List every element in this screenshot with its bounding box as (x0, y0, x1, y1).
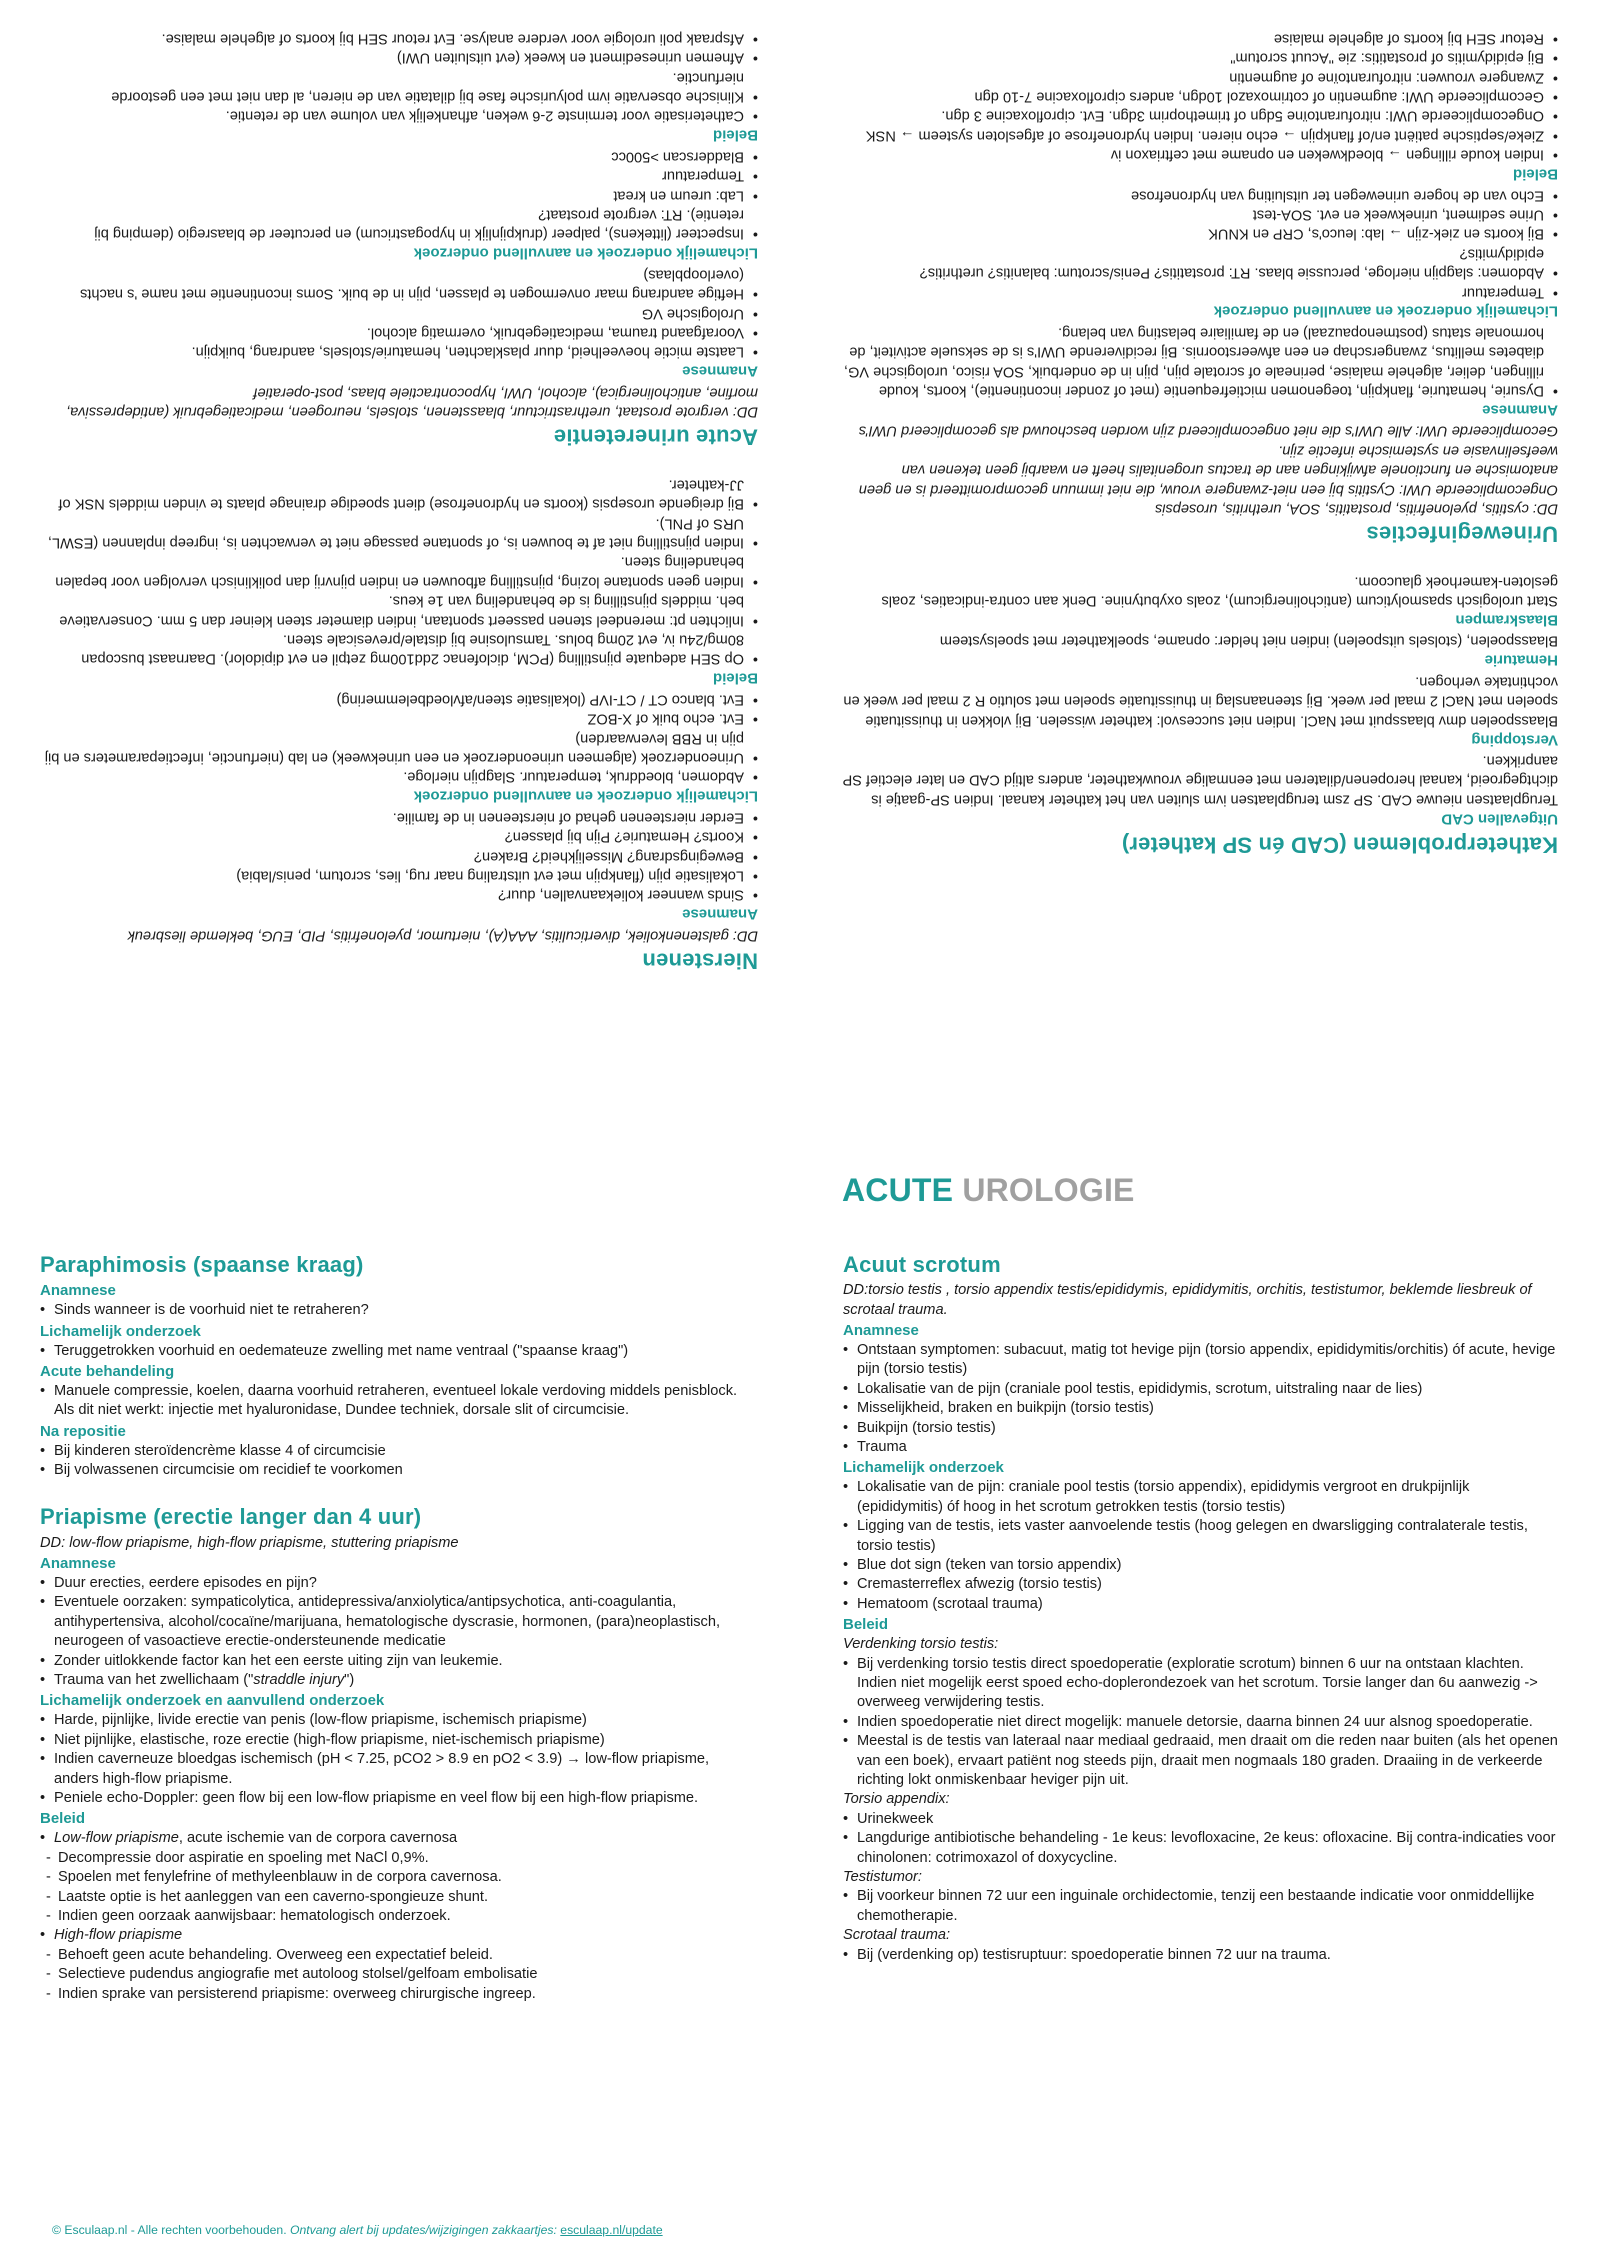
nierstenen-lo-list (42, 689, 758, 786)
priap-lo-heading: Lichamelijk onderzoek en aanvullend onderzoek (40, 1692, 385, 1710)
list-item: • Harde, pijnlijke, livide erectie van penis (low-flow priapisme, ischemisch priapisme) (40, 1711, 756, 1730)
footer-copyright: © Esculaap.nl - Alle rechten voorbehouden. (52, 2223, 290, 2237)
high-flow-label: High-flow priapisme (54, 1927, 183, 1944)
para-lo-list (40, 1342, 756, 1361)
list-item: • Sinds wanneer is de voorhuid niet te retraheren? (40, 1301, 756, 1320)
list-item: • Gecompliceerde UWI: augmentin of cotrimoxazol 10dgn, anders ciprofloxacine 7-10 dgn (842, 86, 1558, 105)
list-item: • Duur erecties, eerdere episodes en pijn? (40, 1574, 756, 1593)
para-na-heading: Na repositie (40, 1422, 126, 1440)
retentie-anamnese-heading: Anamnese (682, 362, 758, 380)
list-item: • Laatste mictie hoeveelheid, duur plasklachten, hematurie/stolsels, aandrang, buikpijn. (42, 342, 758, 361)
uwi-title: Urineweginfecties (1366, 522, 1558, 547)
list-item: • Langdurige antibiotische behandeling - 1e keus: levofloxacine, 2e keus: ofloxacine. Bij contra-indicaties voor chinolonen: cotrimoxazol of doxycycline. (843, 1829, 1559, 1868)
list-item (40, 1829, 756, 1848)
list-item: • Sinds wanneer koliekaanvallen, duur? (42, 885, 758, 904)
list-item: - Indien sprake van persisterend priapisme: overweeg chirurgische ingreep. (40, 1985, 756, 2004)
retentie-lo-list (42, 146, 758, 243)
list-item: • Indien spoedoperatie niet direct mogelijk: manuele detorsie, daarna binnen 24 uur alsnog spoedoperatie. (843, 1713, 1559, 1732)
list-item: - Selectieve pudendus angiografie met autoloog stolsel/gelfoam embolisatie (40, 1965, 756, 1984)
list-item: • Heftige aandrang maar onvermogen te plassen, pijn in de buik. Soms incontinentie met name 's nachts (overloopblaas) (42, 264, 758, 303)
scrot-s4: Scrotaal trauma: (843, 1927, 951, 1944)
list-item: • Bij verdenking torsio testis direct spoedoperatie (exploratie scrotum) binnen 6 uur na ontstaan klachten. Indien niet mogelijk eerst spoed echo-doplerondezoek van het scrotum. Torsie langer dan 6u aanwezig -> overweeg verwijdering testis. (843, 1655, 1559, 1713)
list-item: • Eventuele oorzaken: sympaticolytica, antidepressiva/anxiolytica/antipsychotica, anti-coagulantia, antihypertensiva, alcohol/cocaïne/marijuana, hematologische dyscrasie, hormonen, (para)neoplastisch, neurogeen of vasoactieve erectie-ondersteunende medicatie (40, 1593, 756, 1651)
list-item: - Behoeft geen acute behandeling. Overweeg een expectatief beleid. (40, 1946, 756, 1965)
scrot-s1-list (843, 1655, 1559, 1791)
list-item: • Bij kinderen steroïdencrème klasse 4 of circumcisie (40, 1442, 756, 1461)
uwi-beleid-list (842, 28, 1558, 164)
scrot-anamnese-list (843, 1341, 1559, 1457)
scrot-lo-heading: Lichamelijk onderzoek (843, 1459, 1004, 1477)
nierstenen-beleid-heading: Beleid (712, 669, 758, 687)
list-item: • Op SEH adequate pijnstilling (PCM, diclofenac 2dd100mg zetpil en evt dipidolor). Daarnaast buscopan 80mg/24u iv, evt 20mg bolus. Tamsulosine bij distale/prevesicale steen. (42, 629, 758, 668)
list-item: • Catheterisatie voor terminste 2-6 weken, afhankelijk van volume van de retentie. (42, 106, 758, 125)
low-flow-rest: , acute ischemie van de corpora cavernosa (178, 1830, 458, 1847)
list-item: • Trauma (843, 1438, 1559, 1457)
priap-dd: DD: low-flow priapisme, high-flow priapisme, stuttering priapisme (40, 1534, 459, 1551)
uwi-p1: Ongecompliceerde UWI: Cystitis bij een niet-zwangere vrouw, die niet immuun gecompromitteerd is en geen anatomische en functionele afwijkingen aan de tractus urogenitalis heeft en waarbij geen tekenen van weefselinvasie en systemische infectie zijn. (858, 442, 1558, 498)
katheter-h4: Blaaskrampen (1455, 611, 1558, 629)
list-item: • Indien koude rillingen → bloedkweken en opname met ceftriaxon iv (842, 144, 1558, 163)
scrot-anamnese-heading: Anamnese (843, 1322, 919, 1340)
list-item: - Decompressie door aspiratie en spoeling met NaCl 0,9%. (40, 1849, 756, 1868)
list-item: • Bij dreigende urosepsis (koorts en hydronefrose) dient spoedige drainage plaats te vinden middels NSK of JJ-katheter. (42, 474, 758, 513)
list-item: • Dysurie, hematurie, flankpijn, toegenomen mictiefrequentie (met of zonder incontinentie), koorts, koude rillingen, delier, algehele malaise, perineale of scrotale pijn, pijn in de onderbuik, SOA risico, urologische VG, diabetes mellitus, zwangerschap en een afweerstoornis. Bij recidiverende UWI's is de seksuele activiteit, de hormonale status (postmenopauzaal) en de familiaire belasting van belang. (842, 322, 1558, 400)
scrot-s2: Torsio appendix: (843, 1791, 950, 1808)
list-item: • Niet pijnlijke, elastische, roze erectie (high-flow priapisme, niet-ischemisch priapisme) (40, 1731, 756, 1750)
list-item: • Hematoom (scrotaal trauma) (843, 1595, 1559, 1614)
list-item: • Buikpijn (torsio testis) (843, 1419, 1559, 1438)
scrot-s1: Verdenking torsio testis: (843, 1636, 999, 1653)
uwi-anamnese-heading: Anamnese (1482, 401, 1558, 419)
list-item: • Bewegingsdrang? Misselijkheid? Braken? (42, 846, 758, 865)
katheter-p1: Terugplaatsen nieuwe CAD. SP zsm terugplaatsen ivm sluiten van het katheter kanaal. Indien SP-gaatje is dichtgegroeid, kanaal heropenen/dilateren met eenmalige vrouwkatheter, anders altijd CAD en later electief SP aanprikken. (842, 752, 1558, 808)
list-item: • Afspraak poli urologie voor verdere analyse. Evt retour SEH bij koorts of algehele malaise. (42, 28, 758, 47)
para-acute-list (40, 1382, 756, 1421)
nierstenen-column (42, 28, 758, 976)
nierstenen-dd: DD: galstenenkoliek, diverticulitis, AAA(A), niertumor, pyelonefritis, PID, EUG, beklemde liesbreuk (127, 927, 758, 944)
katheter-h3: Hematurie (1484, 652, 1558, 670)
uwi-lo-list (842, 185, 1558, 301)
list-item: • Lokalisatie van de pijn (craniale pool testis, epididymis, scrotum, uitstraling naar de lies) (843, 1380, 1559, 1399)
list-item: • Zonder uitlokkende factor kan het een eerste uiting zijn van leukemie. (40, 1652, 756, 1671)
scrotum-column (843, 1250, 1559, 1965)
priap-anamnese-list (40, 1574, 756, 1690)
list-item: • Voorafgaand trauma, medicatiegebruik, overmatig alcohol. (42, 322, 758, 341)
list-item: • Blue dot sign (teken van torsio appendix) (843, 1556, 1559, 1575)
katheter-p4: Start urologisch spasmolyticum (anticholinergicum), zoals oxybutynine. Denk aan contra-indicaties, zoals gesloten-kamerhoek glaucoom. (881, 573, 1558, 609)
list-item: • Lokalisatie van de pijn: craniale pool testis (torsio appendix), epididymis vergroot en drukpijnlijk (epididymitis) óf hoog in het scrotum getrokken testis (torsio testis) (843, 1478, 1559, 1517)
list-item: • Lokalisatie pijn (flankpijn met evt uitstraling naar rug, lies, scrotum, penis/labia) (42, 865, 758, 884)
nierstenen-anamnese-heading: Anamnese (682, 905, 758, 923)
priap-anamnese-heading: Anamnese (40, 1555, 116, 1573)
list-item: • Abdomen: slagpijn nierloge, percussie blaas. RT: prostatitis? Penis/scrotum: balanitis? urethritis? epididymitis? (842, 243, 1558, 282)
nierstenen-anamnese-list (42, 807, 758, 904)
priap-beleid-list (40, 1829, 756, 2004)
list-item: • Inspecteer (littekens), palpeer (drukpijnlijk in hypogastricum) en percuteer de blaasregio (demping bij retentie). RT: vergrote prostaat? (42, 204, 758, 243)
katheter-h2: Verstopping (1471, 731, 1558, 749)
list-item: • Abdomen, bloeddruk, temperatuur. Slagpijn nierloge. (42, 767, 758, 786)
retentie-beleid-heading: Beleid (712, 126, 758, 144)
list-item: • Indien caverneuze bloedgas ischemisch (pH < 7.25, pCO2 > 8.9 en pO2 < 3.9) → low-flow priapisme, anders high-flow priapisme. (40, 1750, 756, 1789)
retentie-anamnese-list (42, 264, 758, 361)
trauma-italic: straddle injury (253, 1672, 345, 1689)
scrot-dd: DD:torsio testis , torsio appendix testis/epididymis, epididymitis, orchitis, testistumor, beklemde liesbreuk of scrotaal trauma. (843, 1282, 1532, 1318)
uwi-p2: Gecompliceerde UWI: Alle UWI's die niet ongecompliceerd zijn worden beschouwd als gecompliceerd UWI's (858, 423, 1558, 440)
scrot-beleid-heading: Beleid (843, 1616, 889, 1634)
para-na-list (40, 1442, 756, 1481)
list-item: • Echo van de hogere urinewegen ter uitsluiting van hydronefrose (842, 185, 1558, 204)
list-item: • Zieke/septische patiënt en/of flankpijn → echo nieren. Indien hydronefrose of afgesloten systeem → NSK (842, 125, 1558, 144)
list-item: • Temperatuur (842, 282, 1558, 301)
list-item: • Ligging van de testis, iets vaster aanvoelende testis (hoog gelegen en dwarsligging contralaterale testis, torsio testis) (843, 1517, 1559, 1556)
nierstenen-title: Nierstenen (642, 948, 758, 974)
list-item: • Klinische observatie ivm polyurische fase bij dilatatie van de nieren, al dan niet met een gestoorde nierfunctie. (42, 67, 758, 106)
retentie-lo-heading: Lichamelijk onderzoek en aanvullend onderzoek (413, 244, 758, 262)
list-item: • Urineonderzoek (algemeen urineonderzoek en een urinekweek) en lab (nierfunctie, infectieparameters en bij pijn in RBB leverwaarden) (42, 728, 758, 767)
list-item: - Indien geen oorzaak aanwijsbaar: hematologisch onderzoek. (40, 1907, 756, 1926)
retentie-beleid-list (42, 28, 758, 125)
list-item: • Ontstaan symptomen: subacuut, matig tot hevige pijn (torsio appendix, epididymitis/orchitis) óf acute, hevige pijn (torsio testis) (843, 1341, 1559, 1380)
document-title (842, 1172, 1135, 1209)
list-item: • Bij koorts en ziek-zijn → lab: leuco's, CRP en KNUK (842, 224, 1558, 243)
list-item: • Urologische VG (42, 303, 758, 322)
list-item: • Lab: ureum en kreat (42, 185, 758, 204)
uwi-lo-heading: Lichamelijk onderzoek en aanvullend onderzoek (1213, 303, 1558, 321)
list-item: • Zwangere vrouwen: nitrofurantoïne of augmentin (842, 67, 1558, 86)
list-item: • Evt. blanco CT / CT-IVP (lokalisatie steen/afvloedbelemmering) (42, 689, 758, 708)
low-flow-label: Low-flow priapisme (54, 1830, 179, 1847)
list-item: • Bladderscan >500cc (42, 146, 758, 165)
list-item: • Urinekweek (843, 1810, 1559, 1829)
para-acute-heading: Acute behandeling (40, 1362, 175, 1380)
list-item: • Peniele echo-Doppler: geen flow bij een low-flow priapisme en veel flow bij een high-flow priapisme. (40, 1789, 756, 1808)
list-item: • Afnemen urinesediment en kweek (evt uitsluiten UWI) (42, 47, 758, 66)
list-item: • Urine sediment, urinekweek en evt. SOA-test (842, 204, 1558, 223)
footer (52, 2223, 663, 2237)
list-item: • Cremasterreflex afwezig (torsio testis) (843, 1575, 1559, 1594)
retentie-dd: DD: vergrote prostaat, urethrastrictuur, blaasstenen, stolsels, neurogeen, medicatiegebruik (antidepressiva, morfine, anticholinergica), alcohol, UWI, hypocontractiele blaas, post-operatief (66, 384, 758, 420)
uwi-beleid-heading: Beleid (1512, 165, 1558, 183)
uwi-anamnese-list (842, 322, 1558, 400)
list-item: • Temperatuur (42, 165, 758, 184)
scrot-s4-list (843, 1946, 1559, 1965)
list-item: • Evt. echo buik of X-BOZ (42, 708, 758, 727)
list-item: - Laatste optie is het aanleggen van een caverno-spongieuze shunt. (40, 1888, 756, 1907)
list-item: • Retour SEH bij koorts of algehele malaise (842, 28, 1558, 47)
list-item: • Bij (verdenking op) testisruptuur: spoedoperatie binnen 72 uur na trauma. (843, 1946, 1559, 1965)
title-part-2: UROLOGIE (962, 1172, 1135, 1208)
trauma-post: ") (344, 1672, 355, 1689)
list-item: • Misselijkheid, braken en buikpijn (torsio testis) (843, 1399, 1559, 1418)
scrot-s3: Testistumor: (843, 1869, 922, 1886)
para-title: Paraphimosis (spaanse kraag) (40, 1252, 364, 1277)
scrot-lo-list (843, 1478, 1559, 1614)
list-item: - Spoelen met fenylefrine of methyleenblauw in de corpora cavernosa. (40, 1868, 756, 1887)
list-item (40, 1671, 756, 1690)
retentie-title: Acute urineretentie (553, 424, 758, 450)
katheter-title: Katheterproblemen (CAD én SP katheter) (1121, 832, 1558, 858)
scrot-title: Acuut scrotum (843, 1252, 1001, 1277)
list-item: • Indien geen spontane lozing, pijnstilling afbouwen en indien pijnvrij dan poliklinisch vervolgen voor bepalen behandeling steen. (42, 552, 758, 591)
para-anamnese-heading: Anamnese (40, 1282, 116, 1300)
trauma-pre: Trauma van het zwellichaam (" (54, 1672, 254, 1689)
paraphimosis-column (40, 1250, 756, 2004)
list-item: • Koorts? Hematurie? Pijn bij plassen? (42, 826, 758, 845)
para-lo-heading: Lichamelijk onderzoek (40, 1322, 201, 1340)
katheter-h1: Uitgevallen CAD (1441, 810, 1558, 828)
scrot-s3-list (843, 1887, 1559, 1926)
priap-beleid-heading: Beleid (40, 1810, 86, 1828)
para-anamnese-list (40, 1301, 756, 1320)
list-item: • Teruggetrokken voorhuid en oedemateuze zwelling met name ventraal ("spaanse kraag") (40, 1342, 756, 1361)
list-item: • Inlichten pt: merendeel stenen passeert spontaan, indien diameter steen kleiner dan 5 mm. Conservatieve beh. middels pijnstilling is de behandeling van 1e keus. (42, 590, 758, 629)
nierstenen-beleid-list (42, 474, 758, 668)
list-item: • Bij voorkeur binnen 72 uur een inguinale orchidectomie, tenzij een bestaande indicatie voor onmiddellijke chemotherapie. (843, 1887, 1559, 1926)
list-item: • Eerder niersteenen gehad of niersteenen in de familie. (42, 807, 758, 826)
footer-alert: Ontvang alert bij updates/wijzigingen zakkaartjes: (289, 2223, 561, 2237)
footer-update-link[interactable]: esculaap.nl/update (560, 2223, 663, 2237)
katheter-p3: Blaasspoelen, (stolsels uitspoelen) indien niet helder: opname, spoelkatheter met spoelsysteem (939, 633, 1558, 650)
priap-lo-list (40, 1711, 756, 1808)
list-item: • Meestal is de testis van lateraal naar mediaal gedraaid, men draait om die reden naar buiten (als het openen van een boek), ervaart patiënt nog steeds pijn, draait men nogmaals 180 graden. Draaiing in de verkeerde richting lokt onmiskenbaar heviger pijn uit. (843, 1732, 1559, 1790)
list-item: • Manuele compressie, koelen, daarna voorhuid retraheren, eventueel lokale verdoving middels penisblock. Als dit niet werkt: injectie met hyaluronidase, Dundee techniek, dorsale slit of circumcisie. (40, 1382, 756, 1421)
list-item: • Indien pijnstilling niet af te bouwen is, of spontane passage niet te verwachten is, ingreep inplannen (ESWL, URS of PNL). (42, 513, 758, 552)
katheter-column (842, 28, 1558, 860)
list-item (40, 1926, 756, 1945)
list-item: • Bij epididymitis of prostatitis: zie "Acuut scrotum" (842, 47, 1558, 66)
katheter-p2: Blaasspoelen dmv blaasspuit met NaCl. Indien niet succesvol: katheter wisselen. Bij vlokken in thuissituatie spoelen met NaCl 2 maal per week. Bij steenaanslag in thuissituatie spoelen met solutio R 2 maal per week en vochtintake verhogen. (843, 673, 1558, 729)
title-part-1: ACUTE (842, 1172, 954, 1208)
scrot-s2-list (843, 1810, 1559, 1868)
priap-title: Priapisme (erectie langer dan 4 uur) (40, 1504, 422, 1530)
list-item: • Ongecompliceerde UWI: nitrofurantoïne 5dgn of trimethoprim 3dgn. Evt. ciprofloxacine 3 dgn. (842, 106, 1558, 125)
nierstenen-lo-heading: Lichamelijk onderzoek en aanvullend onderzoek (413, 787, 758, 805)
list-item: • Bij volwassenen circumcisie om recidief te voorkomen (40, 1461, 756, 1480)
uwi-dd: DD: cystitis, pyelonefritis, prostatitis, SOA, urethritis, urosepsis (1154, 500, 1558, 517)
